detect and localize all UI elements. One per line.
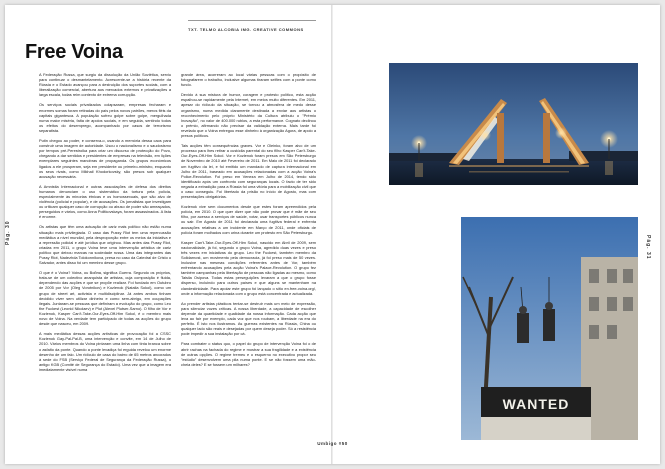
- paragraph: Tais acções têm consequências graves. Vor e Oleinko, foram alvo de um processo para lhes retirar a custódia parental do seu filho Kasper Can't-Take-Our-Eyes-Off-Him Sokol. Vor e Kozlenok foram presos em São Petersburgo de Novembro de 2010 até Fevereiro de 2011. Em Maio de 2011 foi declarado um fugitivo da lei, e foi emitido um mandado de captura internacional em Julho de 2011, baseado em acusações relacionadas com a acção Voina's Police-Revolution. Foi preso em Veneza em Julho de 2014, tendo sido identificado após um confronto com seguranças locais. O facto de ter sido negada a extradição para a Rússia foi uma vitória para a mobilização civil que o caso conseguiu. Foi libertado da prisão no início de Agosto, mas com presentações obrigatórias.: [181, 143, 316, 200]
- right-page: [333, 5, 660, 464]
- text-column-1: [39, 72, 171, 377]
- page-number-left: Pág. 30: [5, 220, 11, 245]
- paragraph: Devido à sua mistura de humor, coragem e protesto político, esta acção espalhou-se rapidamente pela Internet, em meios muito diferentes. Em 2011, apesar do ridículo da situação, se tornou a atmosfera de medo desse organismo, numa medida claramente destinada a enviar aos artistas o reconhecimento pelo próprio Ministério da Cultura atribuiu o "Prémio Inovação", no valor de 400.000 rublos, a esta performance. Cognato declinou o prémio, afirmando não precisar da validação externa. Mais tarde foi revelado que o Voina entregou esse dinheiro à organização Agora, de apoio a presos políticos.: [181, 92, 316, 139]
- paragraph: Kozlenok vive sem documentos desde que estes foram apreendidos pela polícia, em 2010. O que quer dizer que não pode provar que é mãe de seu filho, por acesso a serviços de saúde, votar, usar transportes públicos nunca ou sair. Em Agosto de 2011 foi declarada uma fugitiva federal e enfrenta acusações relativas a um incidente em Março de 2011, onde oficiais de polícia foram molhados com urina durante um protesto em São Petersburgo.: [181, 204, 316, 235]
- text-column-2: [181, 72, 316, 372]
- magazine-spread: [5, 5, 660, 464]
- bridge-photo: [389, 63, 638, 185]
- paragraph: Para combater o status quo, o papel do grupo de intervenção Voina foi o de abrir rachas na fachada do regime e mostrar a sua fragilidade e a existência de outras opções. O regime tremeu e o esquerno no executivo propor seu "estúdio" desenvolvem uma pila numa ponte. E se não fossem uma mão-cheia deles? E se fossem um milhares?: [181, 341, 316, 367]
- page-number-right: Pág. 31: [645, 235, 652, 260]
- wanted-photo: [461, 217, 638, 440]
- paragraph: A Federação Russa, que surgiu da dissolução da União Soviética, serviu para continuar o desmantelamento. Acrescente-se a história recente da Rússia e o Estado avançou para a destruição dos suportes sociais, com a liberalização comercial, abertura aos mercados externos e privatizações a larga escala, todas reim contexto de extrema corrupção.: [39, 72, 171, 98]
- wanted-illustration: [461, 217, 638, 440]
- paragraph: Os serviços sociais privatizados colapsaram, empresas fecharam e enormes somas foram retiradas do país pelos novos patrões, meros fiéis da capitais gigantesca. A população sofreu golpe sobre golpe, mergulhada numa maior miséria, falta de apoios sociais, e em seguida, sentindo todos os efeitos do desemprego, acompanhado por casos de terrorismo separatista.: [39, 102, 171, 133]
- paragraph: Putin chegou ao poder, e conserva-o, usando a memória dessa caos para construir uma imagem de autoridade. Usou o nacionalismo e o saudosismo por tempos pré-Perestroika para criar um discurso de protecção do Povo, chegando a dar sentidos e presidentes de empresas na televisão, em lições exemplares seguintes manobras de propaganda. Os grupos económicos ligados a ele prosperam, seja em presidente ou primeiro-ministro, enquanto os seus rivais, como Mikhail Khodorkovsky, são presos sob qualquer acusação necessária.: [39, 138, 171, 179]
- credits-line: TXT. TELMO ALCOBIA IMG. CREATIVE COMMONS: [188, 27, 304, 32]
- paragraph: A mais mediática dessas acções artísticas de provocação foi a CSSC Kozlenok Gay-Pal-Pal-B, uma intervenção e convite, em 14 de Julho de 2010. Vários membros do Voina pintaram uma linha com tinta branca sobre o asfalto da ponte. Quando a ponte levadiça foi erguida revelou um enorme desenho de um falo. Um ridículo de casa do bairro de 65 metros ancorados à sede do FSB (Serviço Federal de Segurança da Federação Russa), o antigo KGB (Comité de Segurança do Estado). Uma vez que a imagem era imediatamente visível numa: [39, 331, 171, 372]
- paragraph: A Amnistia Internacional e outras associações de defesa dos direitos humanos denunciam o uso sistemático da tortura pela polícia, especialmente às minorias étnicas e os homossexuais, que são alvo de violência (polícial e popular), e de acusações. Os jornalistas que investigam ou criticam qualquer caso de corrupção ou abuso de poder são ameaçados, perseguidos e vários, como Anna Politkovskaya, foram assassinados. A lista é enorme.: [39, 183, 171, 220]
- paragraph: Os artistas que têm uma actuação de cariz mais político não estão numa situação mais privilegiada. O caso das Pussy Riot tem uma repercussão mediática a nível mundial, pela desproporção entre os meios da iniciativa e a repressão policial e até jurídica que originou. Mas antes das Pussy Riot, criadas em 2011, o grupo Voina teve uma intervenção artística de cariz político que deixou marcas na sociedade russa. Uma das integrantes das Pussy Riot, Nadezhda Tolokonnikova, presa no caso da Catedral de Cristo o Salvador, antes disso foi um membro desse grupo.: [39, 224, 171, 266]
- left-page: [5, 5, 331, 464]
- paragraph: grande área, acorreram ao local várias pessoas com o propósito de fotografarem o trabalho, inclusive algumas tiraram selfies com a ponte como fundo.: [181, 72, 316, 88]
- article-title: Free Voina: [25, 41, 123, 63]
- paragraph: Ao prender artistas plásticos tentar-se destruir mais um meio de expressão, para silenciar vozes críticas. A nossa liberdade, a capacidade de escolher depende da quantidade e qualidade da nossa informação. Cada acção que leva ao fair por exemplo, cada voz que nos roubam, a liberdade na era do perfeito. É isto nos ilustramos. As guerras existentes na Rússia, China ou qualquer lado são reais e desejadas por quem deseja poder. Só a resistência pode impedir a sua instalação por cá.: [181, 300, 316, 337]
- credit-rule: [188, 20, 316, 21]
- paragraph: O que é o Voina? Voina, ou Война, significa Guerra. Segundo os próprios, trata-se de um colectivo anarquista de artistas, cuja composição é fluida, dependendo das acções e que se propõe realizar. Foi fundado em Outubro de 2005 por Vor (Oleg Vorotnikov) e Kozlenok (Natalia Sokol), como um grupo de street art, activista e multidisciplinar. Já antes ambos tinham decidido viver sem utilizar dinheiro e como sem-abrigo, em ocupações ilegais. Juntaram-se pessoas que definiram a evolução do grupo, como Leo the Fuckest (Leonid Nikolaev) e Plut (Alexei Plutser-Sarno). O filho de Vor e Kozlenok, Kasper Can't-Take-Our-Eyes-Off-Him Sokol, é o membro mais novo de Voina. Na verdade tem participado de todas as acções do grupo desde que nasceu, em 2009.: [39, 270, 171, 327]
- paragraph: Kasper Can't-Take-Our-Eyes-Off-Him Sokol, nascido em Abril de 2009, sem nacionalidade, já foi, segundo o grupo Voina, agredido duas vezes e preso três vezes em iniciativas do grupo. Leo the Fuckest, também membro da Solidarnost, um movimento pela democracia, já foi preso mais de 50 vezes. Inclusive nas mesmas condições referentes antes de Vor, também enfrentando acusações pela acção Voina's Palace-Revolution. O grupo fez também campanhas pela libertação de pessoas não ligadas ao mesmo, como Taisiia Osipova. Todas estas perseguições levaram a que o grupo fosse disperso, incluindo para outros países e que alguns se mantenham na clandestinidade. Para apoiar este grupo foi lançado o sítio en.free-voina.org/, onde a informação relacionada com o grupo está concentrada e actualizada.: [181, 239, 316, 296]
- magazine-footer: Umbigo #50: [317, 441, 348, 446]
- bridge-illustration: [389, 63, 638, 185]
- wanted-banner-text: WANTED: [502, 396, 570, 412]
